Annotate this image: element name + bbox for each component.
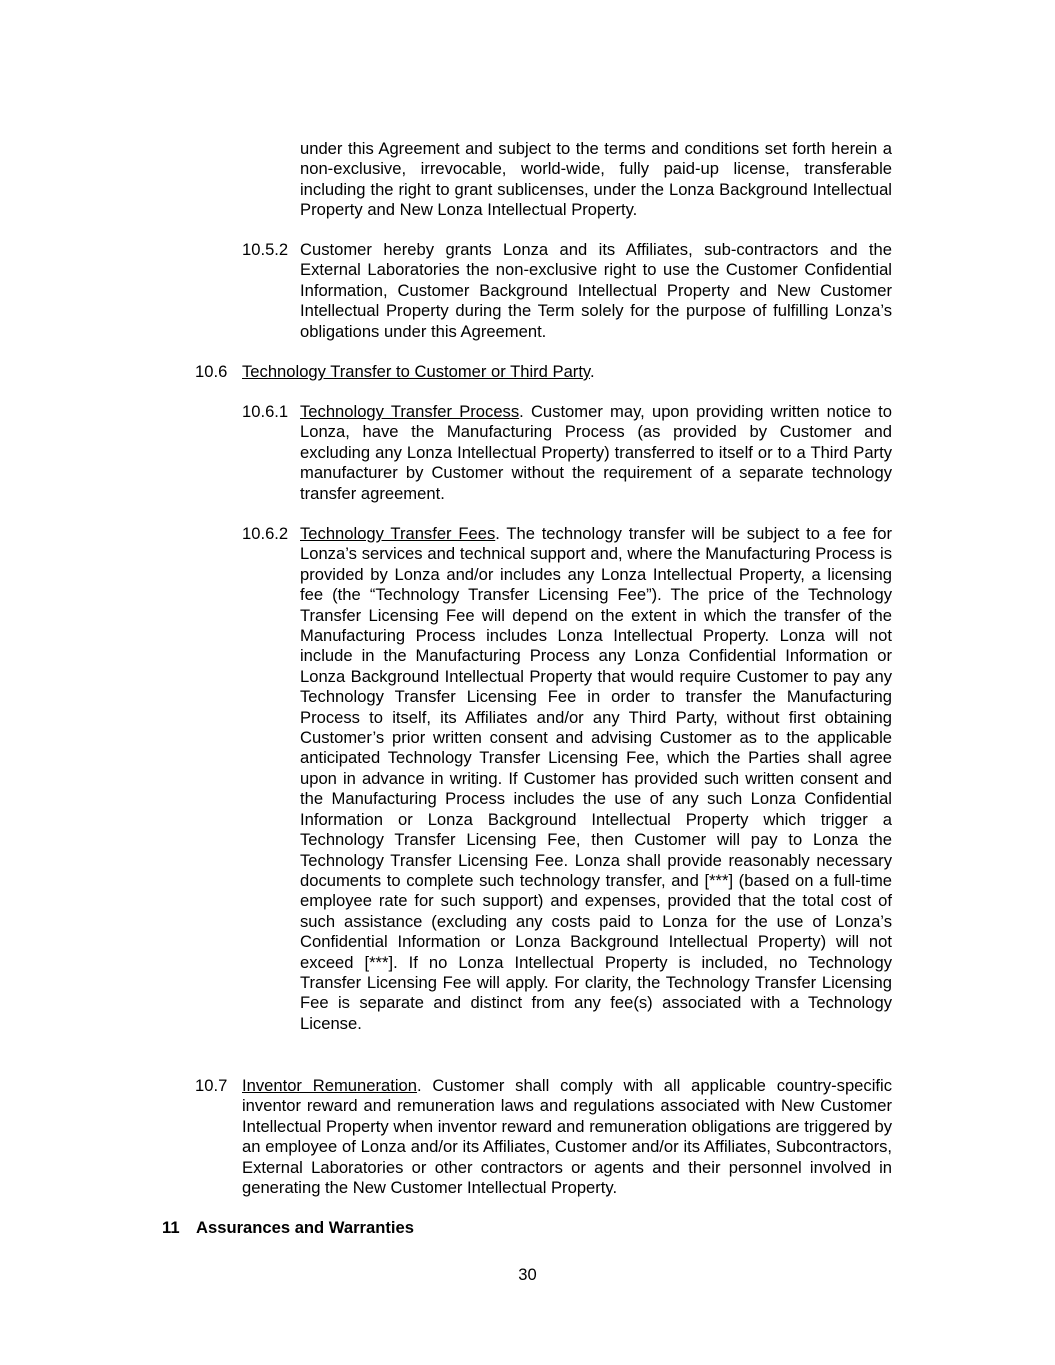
section-10-7-text: . Customer shall comply with all applicable country-specific inventor reward and remuneration laws and regulations associated with New Customer Intellectual Property when inventor reward and remuneration obligations are triggered by an employee of Lonza and/or its Affiliates, Customer and/or its Affiliates, Subcontractors, External Laboratories or other contractors or agents and their personnel involved in generating the New Customer Intellectual Property. [242, 1076, 892, 1198]
section-10-6-period: . [590, 362, 595, 381]
section-number-10-6-1: 10.6.1 [242, 402, 289, 421]
section-number-11: 11 [162, 1218, 180, 1237]
section-10-5-2-text: Customer hereby grants Lonza and its Affiliates, sub-contractors and the External Laboratories the non-exclusive right to use the Customer Confidential Information, Customer Background Intellectual Property and New Customer Intellectual Property during the Term solely for the purpose of fulfilling Lonza’s obligations under this Agreement. [300, 240, 892, 341]
section-10-6-2-paragraph [300, 524, 892, 1034]
section-10-6-2-title: Technology Transfer Fees [300, 524, 496, 543]
section-10-6-1-title: Technology Transfer Process [300, 402, 520, 421]
section-number-10-7: 10.7 [195, 1076, 228, 1095]
section-10-6-1-paragraph [300, 402, 892, 504]
section-10-7-paragraph [242, 1076, 892, 1198]
section-10-7-title: Inventor Remuneration [242, 1076, 417, 1095]
section-10-6-title: Technology Transfer to Customer or Third Party [242, 362, 590, 381]
section-11-heading: Assurances and Warranties [196, 1218, 414, 1237]
section-10-6-1-text: . Customer may, upon providing written notice to Lonza, have the Manufacturing Process (as provided by Customer and excluding any Lonza Intellectual Property) transferred to itself or to a Third Party manufacturer by Customer without the requirement of a separate technology transfer agreement. [300, 402, 892, 503]
section-number-10-6-2: 10.6.2 [242, 524, 289, 543]
section-number-10-5-2: 10.5.2 [242, 240, 289, 259]
section-10-6-2-text: . The technology transfer will be subject to a fee for Lonza’s services and technical support and, where the Manufacturing Process is provided by Lonza and/or includes any Lonza Intellectual Property, a licensing fee (the “Technology Transfer Licensing Fee”). The price of the Technology Transfer Licensing Fee will depend on the extent in which the transfer of the Manufacturing Process includes Lonza Intellectual Property. Lonza will not include in the Manufacturing Process any Lonza Confidential Information or Lonza Background Intellectual Property that would require Customer to pay any Technology Transfer Licensing Fee in order to transfer the Manufacturing Process to itself, its Affiliates and/or any Third Party, without first obtaining Customer’s prior written consent and advising Customer as to the applicable anticipated Technology Transfer Licensing Fee, which the Parties shall agree upon in advance in writing. If Customer has provided such written consent and the Manufacturing Process includes the use of any such Lonza Confidential Information or Lonza Background Intellectual Property which trigger a Technology Transfer Licensing Fee, then Customer will pay to Lonza the Technology Transfer Licensing Fee. Lonza shall provide reasonably necessary documents to complete such technology transfer, and [***] (based on a full-time employee rate for such support) and expenses, provided that the total cost of such assistance (excluding any costs paid to Lonza for the use of Lonza’s Confidential Information or Lonza Background Intellectual Property) will not exceed [***]. If no Lonza Intellectual Property is included, no Technology Transfer Licensing Fee will apply. For clarity, the Technology Transfer Licensing Fee is separate and distinct from any fee(s) associated with a Technology License. [300, 524, 892, 1033]
section-number-10-6: 10.6 [195, 362, 228, 381]
continuation-paragraph: under this Agreement and subject to the terms and conditions set forth herein a non-exclusive, irrevocable, world-wide, fully paid-up license, transferable including the right to grant sublicenses, under the Lonza Background Intellectual Property and New Lonza Intellectual Property. [300, 139, 892, 220]
page-number: 30 [518, 1265, 537, 1284]
section-10-6-heading [242, 362, 892, 382]
